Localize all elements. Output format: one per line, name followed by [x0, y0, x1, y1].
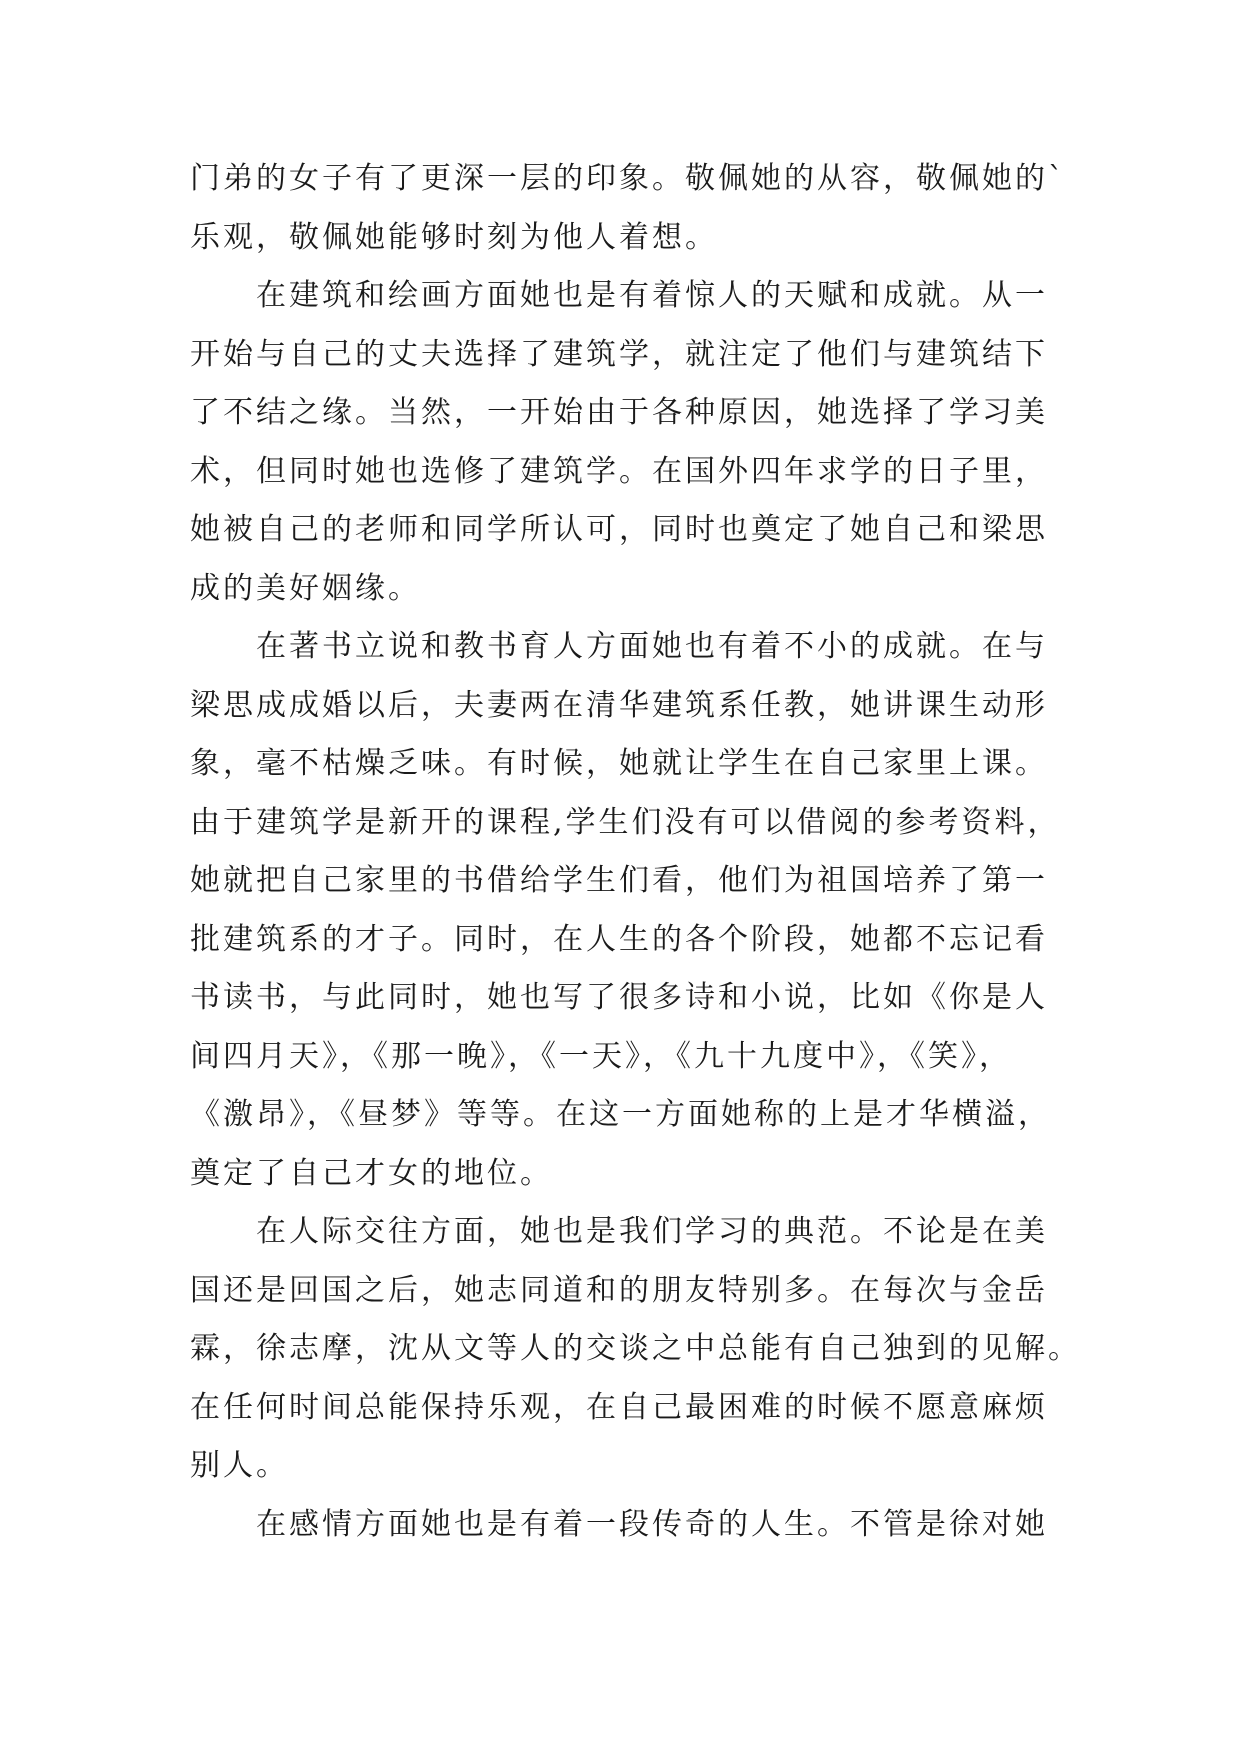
body-text — [190, 150, 1081, 1554]
text-line: 批建筑系的才子。同时，在人生的各个阶段，她都不忘记看 — [190, 921, 1048, 957]
text-line: 开始与自己的丈夫选择了建筑学，就注定了他们与建筑结下 — [190, 336, 1048, 372]
text-line: 《激昂》，《昼梦》等等。在这一方面她称的上是才华横溢， — [190, 1097, 1051, 1132]
text-line: 门弟的女子有了更深一层的印象。敬佩她的从容，敬佩她的` — [190, 161, 1066, 196]
text-line: 她就把自己家里的书借给学生们看，他们为祖国培养了第一 — [190, 863, 1048, 898]
text-line: 奠定了自己才女的地位。 — [190, 1155, 553, 1191]
text-line: 她被自己的老师和同学所认可，同时也奠定了她自己和梁思 — [190, 512, 1048, 547]
text-line: 霖，徐志摩，沈从文等人的交谈之中总能有自己独到的见解。 — [190, 1331, 1081, 1366]
paragraph-first-line: 在建筑和绘画方面她也是有着惊人的天赋和成就。从一 — [256, 278, 1048, 313]
text-line: 术，但同时她也选修了建筑学。在国外四年求学的日子里， — [190, 453, 1048, 489]
text-line: 国还是回国之后，她志同道和的朋友特别多。在每次与金岳 — [190, 1272, 1048, 1308]
paragraph-first-line: 在感情方面她也是有着一段传奇的人生。不管是徐对她 — [256, 1506, 1048, 1542]
text-line: 梁思成成婚以后，夫妻两在清华建筑系任教，她讲课生动形 — [190, 687, 1048, 723]
text-line: 由于建筑学是新开的课程,学生们没有可以借阅的参考资料， — [190, 804, 1061, 840]
paragraph-first-line: 在人际交往方面，她也是我们学习的典范。不论是在美 — [256, 1214, 1048, 1249]
text-line: 乐观，敬佩她能够时刻为他人着想。 — [190, 219, 718, 255]
paragraph-first-line: 在著书立说和教书育人方面她也有着不小的成就。在与 — [256, 629, 1048, 664]
text-line: 别人。 — [190, 1448, 289, 1483]
text-line: 在任何时间总能保持乐观，在自己最困难的时候不愿意麻烦 — [190, 1389, 1048, 1425]
text-line: 书读书，与此同时，她也写了很多诗和小说，比如《你是人 — [190, 980, 1048, 1015]
text-line: 了不结之缘。当然，一开始由于各种原因，她选择了学习美 — [190, 395, 1048, 430]
text-line: 间四月天》，《那一晚》，《一天》，《九十九度中》，《笑》， — [190, 1038, 1012, 1074]
text-line: 成的美好姻缘。 — [190, 570, 421, 606]
text-line: 象，毫不枯燥乏味。有时候，她就让学生在自己家里上课。 — [190, 746, 1048, 781]
